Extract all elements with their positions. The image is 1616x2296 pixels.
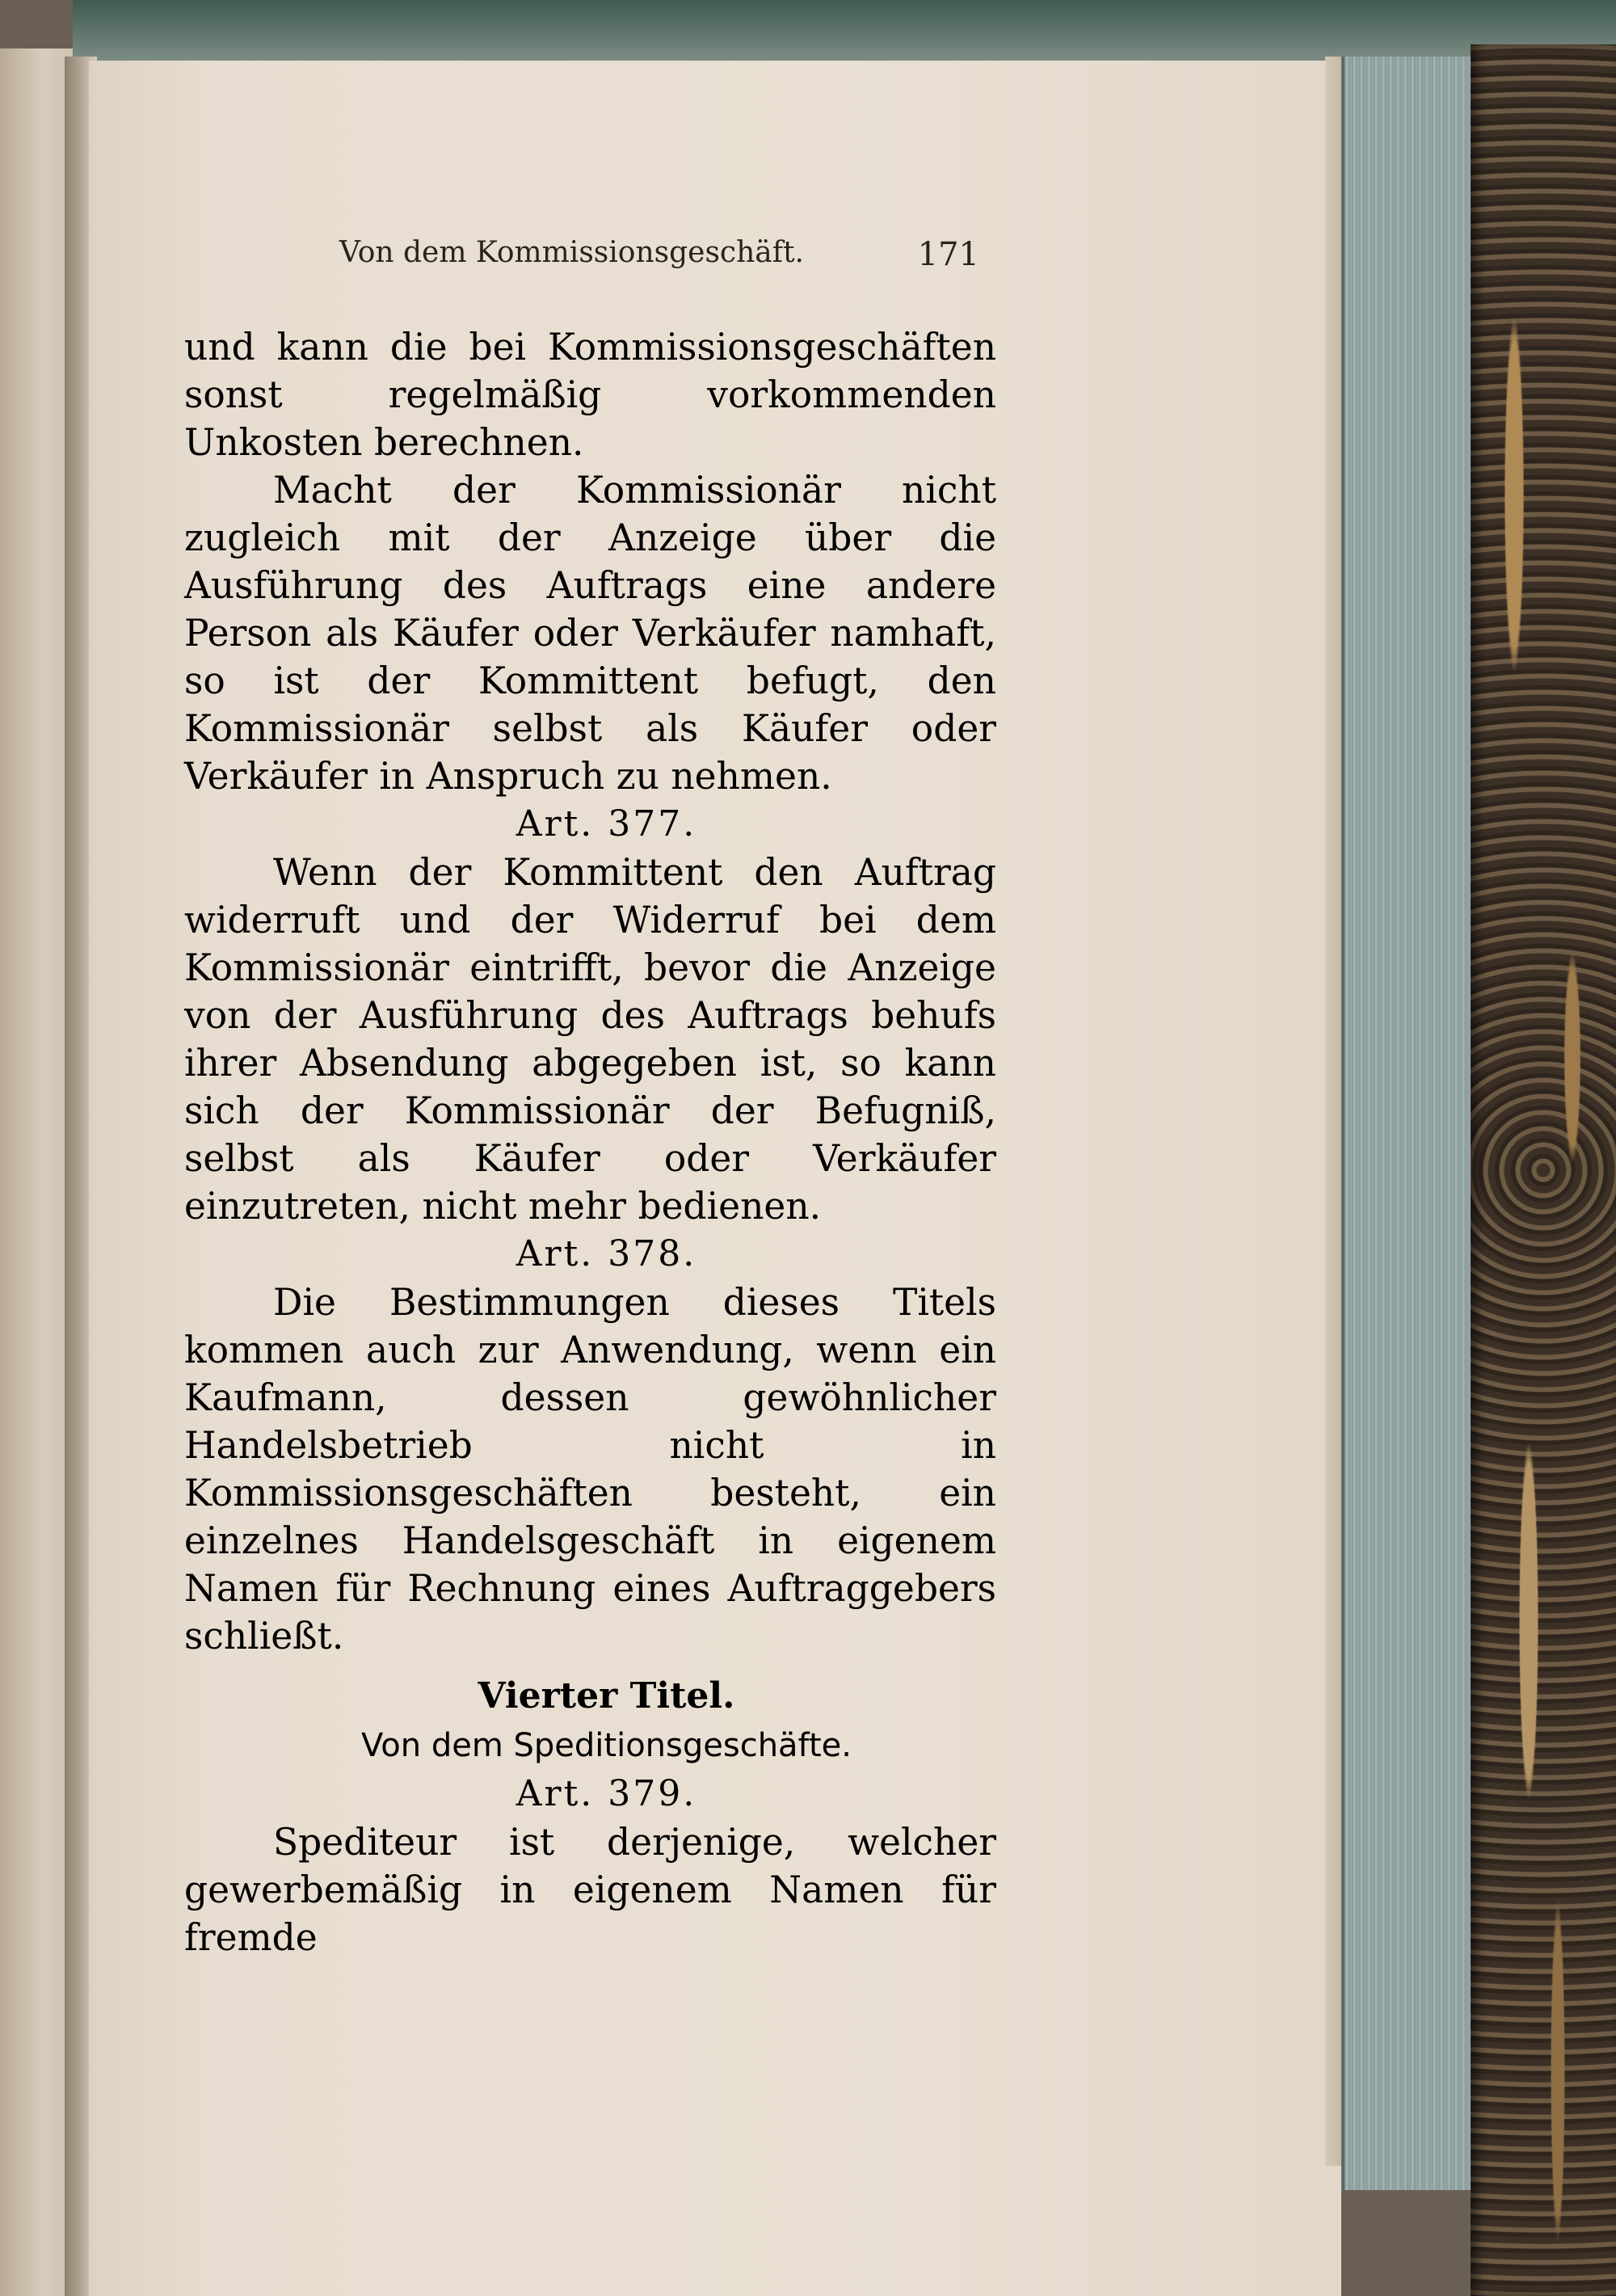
section-title: Vierter Titel. — [478, 1675, 735, 1717]
article-heading: Art. 379. — [516, 1773, 697, 1814]
paragraph: Wenn der Kommittent den Auftrag widerruft und der Widerruf bei dem Kommissionär eintrifft, bevor die Anzeige von der Ausführung des Auftrags behufs ihrer Absendung abgegeben ist, so kann sich der Kommissionär der Befugniß, selbst als Käufer oder Verkäufer einzutreten, nicht mehr bedienen. — [184, 851, 996, 1228]
running-header — [339, 236, 986, 276]
marbled-cover — [1471, 44, 1616, 2296]
running-title: Von dem Kommissionsgeschäft. — [339, 236, 804, 269]
article-heading: Art. 378. — [516, 1233, 697, 1274]
section-subtitle: Von dem Speditionsgeschäfte. — [361, 1727, 852, 1764]
page-text — [184, 323, 996, 1961]
paragraph: Die Bestimmungen dieses Titels kommen auch zur Anwendung, wenn ein Kaufmann, dessen gewöhnlicher Handelsbetrieb nicht in Kommissionsgeschäften besteht, ein einzelnes Handelsgeschäft in eigenem Namen für Rechnung eines Auftraggebers schließt. — [184, 1281, 996, 1658]
paragraph: Macht der Kommissionär nicht zugleich mit der Anzeige über die Ausführung des Auftrags eine andere Person als Käufer oder Verkäufer namhaft, so ist der Kommittent befugt, den Kommissionär selbst als Käufer oder Verkäufer in Anspruch zu nehmen. — [184, 469, 996, 798]
left-page-edge — [0, 48, 73, 2296]
page-block-edges — [1341, 57, 1474, 2190]
paragraph: Spediteur ist derjenige, welcher gewerbemäßig in eigenem Namen für fremde — [184, 1821, 996, 1959]
paragraph: und kann die bei Kommissionsgeschäften sonst regelmäßig vorkommenden Unkosten berechnen. — [184, 326, 996, 464]
article-heading: Art. 377. — [516, 803, 697, 845]
page-number: 171 — [917, 236, 979, 273]
top-shadow — [73, 0, 1616, 65]
